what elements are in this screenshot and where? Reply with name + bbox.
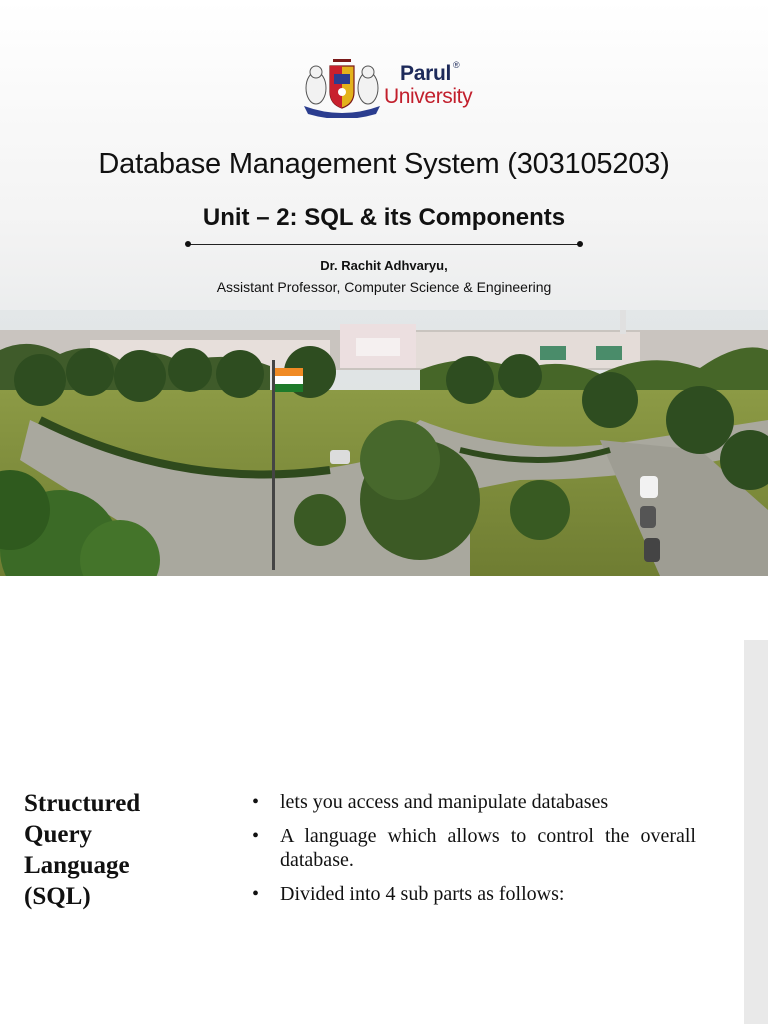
unit-title: Unit – 2: SQL & its Components xyxy=(202,204,566,231)
content-slide xyxy=(0,640,768,1024)
term-line: Language xyxy=(24,852,130,879)
term-line: Structured xyxy=(24,790,141,817)
term-heading xyxy=(24,788,204,912)
definition-bullet-list xyxy=(252,790,696,916)
bullet-item xyxy=(252,824,696,872)
slide-gap xyxy=(0,576,768,640)
side-panel-strip xyxy=(744,640,768,1024)
term-line: Query xyxy=(24,821,93,848)
bullet-item xyxy=(252,790,696,814)
parul-university-logo xyxy=(300,58,480,118)
parul-crest-icon xyxy=(300,58,384,118)
term-line: (SQL) xyxy=(24,883,91,910)
course-title: Database Management System (303105203) xyxy=(98,148,670,180)
bullet-item xyxy=(252,882,696,906)
bullet-text: A language which allows to control the overall database. xyxy=(280,825,696,871)
title-underline xyxy=(188,244,580,245)
bullet-glyph: • xyxy=(252,791,260,813)
bullet-text: lets you access and manipulate databases xyxy=(280,791,609,813)
brand-name: Parul xyxy=(400,62,452,85)
brand-subtitle: University xyxy=(384,85,473,108)
bullet-glyph: • xyxy=(252,883,260,905)
campus-aerial-photo xyxy=(0,310,768,576)
underline-dot-left xyxy=(185,241,191,247)
author-name: Dr. Rachit Adhvaryu, xyxy=(320,258,448,273)
registered-mark: ® xyxy=(453,60,460,70)
bullet-text: Divided into 4 sub parts as follows: xyxy=(280,883,565,905)
underline-dot-right xyxy=(577,241,583,247)
bullet-glyph: • xyxy=(252,825,260,847)
author-role: Assistant Professor, Computer Science & Engineering xyxy=(216,279,552,295)
